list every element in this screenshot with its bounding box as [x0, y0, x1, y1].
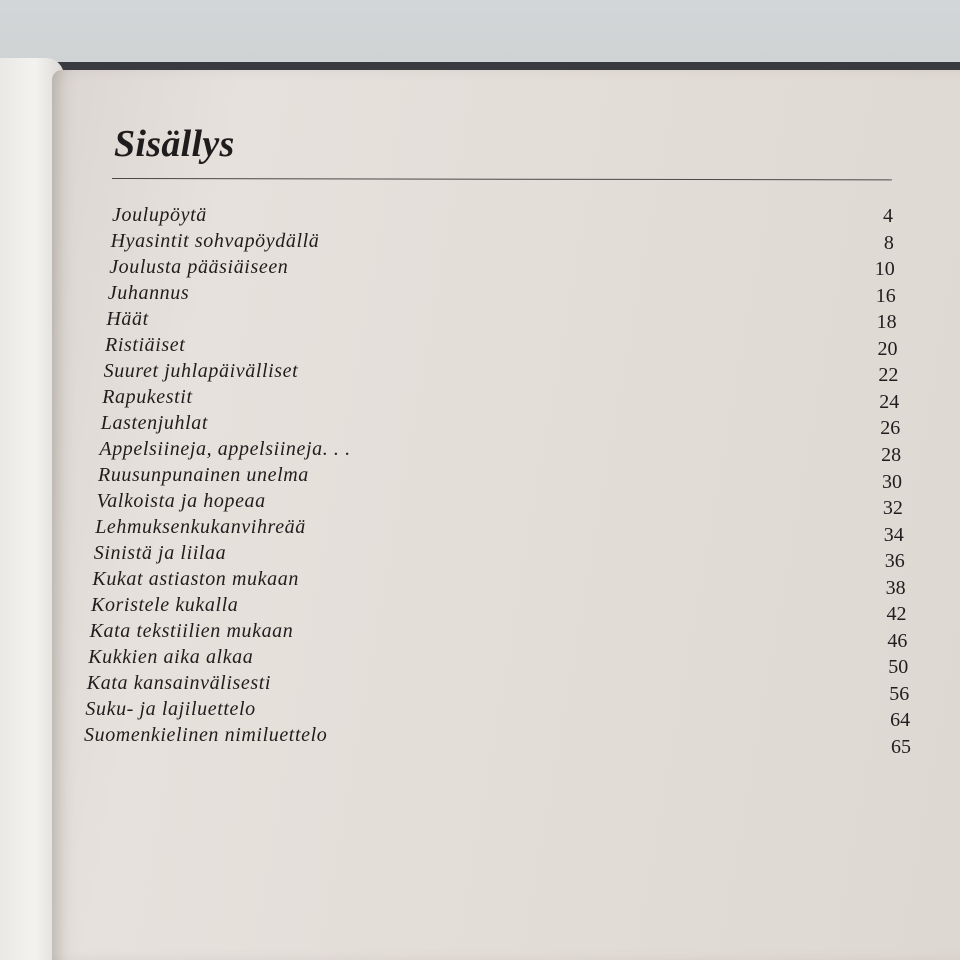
toc-entry-page-number: 38 — [885, 576, 906, 599]
toc-entry-page-number: 56 — [889, 682, 910, 705]
toc-entry-page-number: 16 — [875, 284, 896, 307]
toc-entry-page-number: 10 — [874, 258, 895, 281]
toc-entry-title: Juhannus — [107, 282, 190, 304]
toc-entry-title: Kukat astiaston mukaan — [92, 568, 299, 590]
toc-entry-title: Rapukestit — [102, 386, 193, 408]
toc-entry-title: Häät — [106, 308, 149, 330]
toc-entry-page-number: 50 — [888, 656, 909, 679]
toc-entry-title: Lehmuksenkukanvihreää — [95, 516, 306, 538]
page-title: Sisällys — [114, 123, 235, 165]
toc-entry-page-number: 22 — [878, 364, 899, 387]
toc-entry-title: Suuret juhlapäivälliset — [103, 360, 299, 382]
toc-entry-title: Kata tekstiilien mukaan — [89, 620, 294, 642]
toc-entry-title: Appelsiineja, appelsiineja. . . — [99, 438, 351, 460]
toc-entry-title: Joulupöytä — [112, 204, 207, 226]
toc-entry-page-number: 4 — [883, 205, 893, 227]
toc-entry-page-number: 20 — [877, 337, 898, 360]
toc-entry-page-number: 64 — [890, 709, 911, 732]
toc-entry-page-number: 28 — [881, 443, 902, 466]
toc-entry-page-number: 30 — [882, 470, 902, 493]
toc-entry-title: Kukkien aika alkaa — [88, 646, 254, 668]
toc-entry-title: Suku- ja lajiluettelo — [85, 698, 256, 720]
toc-entry-title: Lastenjuhlat — [100, 412, 209, 434]
toc-entry-page-number: 18 — [876, 311, 897, 334]
toc-entry-page-number: 42 — [886, 603, 907, 626]
toc-entry-page-number: 8 — [883, 231, 894, 254]
toc-entry-title: Kata kansainvälisesti — [86, 672, 272, 694]
toc-entry-title: Ristiäiset — [105, 334, 186, 356]
toc-entry-title: Ruusunpunainen unelma — [98, 464, 309, 486]
toc-entry-page-number: 36 — [884, 550, 905, 573]
toc-entry-title: Sinistä ja liilaa — [93, 542, 227, 564]
toc-entry-title: Suomenkielinen nimiluettelo — [84, 724, 328, 746]
toc-entry-title: Koristele kukalla — [91, 594, 239, 616]
toc-entry-page-number: 32 — [882, 497, 903, 520]
toc-entry-page-number: 26 — [880, 417, 901, 440]
toc-entry-page-number: 24 — [879, 390, 900, 413]
toc-entry-page-number: 46 — [887, 629, 908, 652]
toc-entry-title: Valkoista ja hopeaa — [96, 490, 266, 512]
toc-entry-page-number: 34 — [883, 523, 904, 546]
toc-entry-title: Joulusta pääsiäiseen — [109, 256, 289, 278]
toc-entry-page-number: 65 — [891, 736, 911, 758]
toc-entry-title: Hyasintit sohvapöydällä — [110, 230, 320, 252]
